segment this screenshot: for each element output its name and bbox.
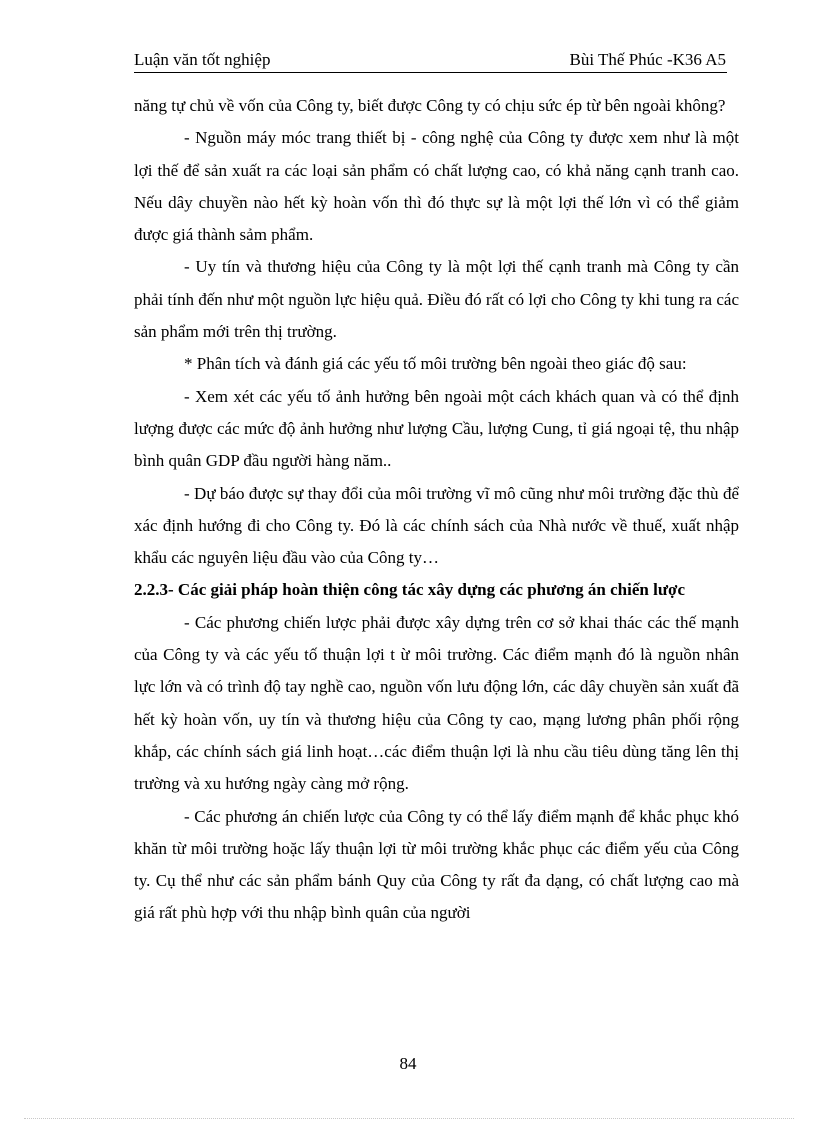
body-text [134, 90, 739, 930]
page-number: 84 [399, 1054, 417, 1073]
paragraph: * Phân tích và đánh giá các yếu tố môi trường bên ngoài theo giác độ sau: [184, 354, 687, 374]
page-header [134, 50, 726, 72]
paragraph: - Nguồn máy móc trang thiết bị - công nghệ của Công ty được xem như là một lợi thế để sản xuất ra các loại sản phẩm có chất lượng cao, có khả năng cạnh tranh cao. Nếu dây chuyền nào hết kỳ hoàn vốn thì đó thực sự là một lợi thế lớn vì có thể giảm được giá thành sảm phẩm. [134, 128, 739, 245]
paragraph: - Xem xét các yếu tố ảnh hưởng bên ngoài một cách khách quan và có thể định lượng được các mức độ ảnh hưởng như lượng Cầu, lượng Cung, tỉ giá ngoại tệ, thu nhập bình quân GDP đầu người hàng năm.. [134, 386, 739, 471]
paragraph: - Uy tín và thương hiệu của Công ty là một lợi thế cạnh tranh mà Công ty cần phải tính đến như một nguồn lực hiệu quả. Điều đó rất có lợi cho Công ty khi tung ra các sản phẩm mới trên thị trường. [134, 257, 739, 342]
header-author: Bùi Thế Phúc -K36 A5 [569, 50, 726, 69]
paragraph: - Các phương chiến lược phải được xây dựng trên cơ sở khai thác các thế mạnh của Công ty và các yếu tố thuận lợi t ừ môi trường. Các điểm mạnh đó là nguồn nhân lực lớn và có trình độ tay nghề cao, nguồn vốn lưu động lớn, các dây chuyền sản xuất đã hết kỳ hoàn vốn, uy tín và thương hiệu của Công ty cao, mạng lương phân phối rộng khắp, các chính sách giá linh hoạt…các điểm thuận lợi là nhu cầu tiêu dùng tăng lên thị trường và xu hướng ngày càng mở rộng. [134, 612, 739, 794]
paragraph: - Dự báo được sự thay đổi của môi trường vĩ mô cũng như môi trường đặc thù để xác định hướng đi cho Công ty. Đó là các chính sách của Nhà nước về thuế, xuất nhập khẩu các nguyên liệu đầu vào của Công ty… [134, 483, 739, 568]
paragraph: năng tự chủ về vốn của Công ty, biết được Công ty có chịu sức ép từ bên ngoài không? [134, 96, 726, 115]
paragraph: - Các phương án chiến lược của Công ty có thể lấy điểm mạnh để khắc phục khó khăn từ môi trường hoặc lấy thuận lợi từ môi trường khắc phục các điểm yếu của Công ty. Cụ thể như các sản phẩm bánh Quy của Công ty rất đa dạng, có chất lượng cao mà giá rất phù hợp với thu nhập bình quân của người [134, 806, 739, 923]
section-heading: 2.2.3- Các giải pháp hoàn thiện công tác xây dựng các phương án chiến lược [134, 580, 685, 600]
page-bottom-border [24, 1118, 794, 1119]
header-divider [134, 72, 727, 73]
header-title: Luận văn tốt nghiệp [134, 50, 271, 69]
